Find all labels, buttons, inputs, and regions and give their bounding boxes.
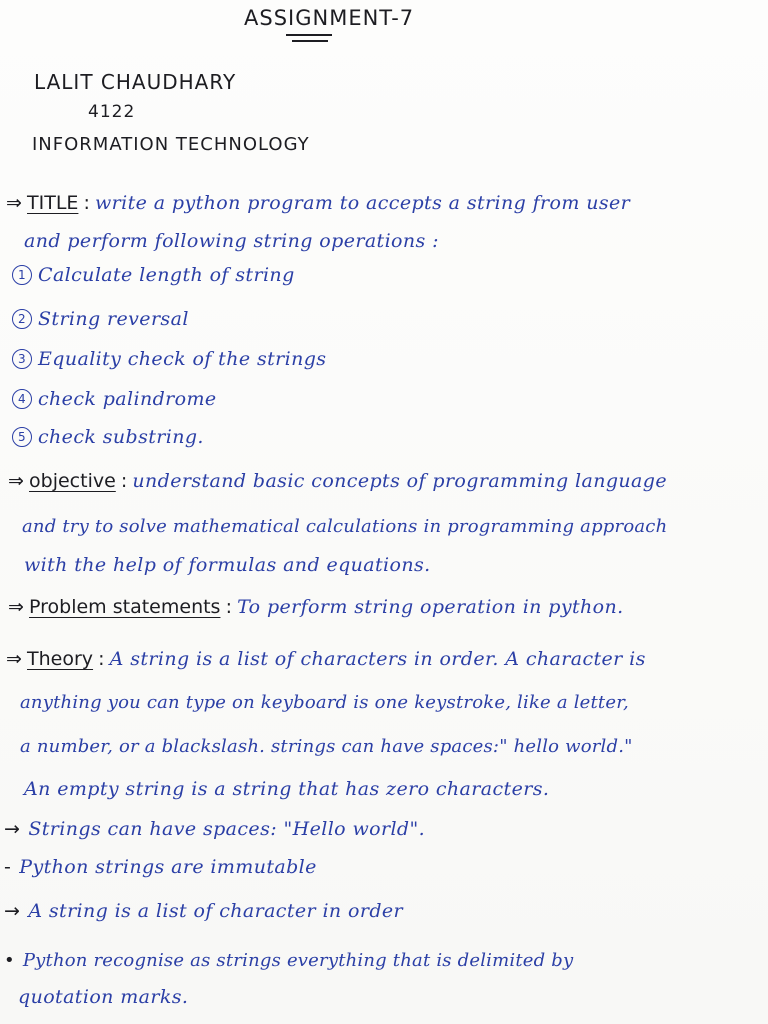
objective-line-1	[8, 470, 667, 492]
theory-text-2: anything you can type on keyboard is one keystroke, like a letter,	[20, 692, 629, 713]
objective-arrow: ⇒	[8, 470, 24, 492]
problem-separator: :	[225, 596, 232, 618]
list-item-4: 4 check palindrome	[12, 388, 217, 410]
objective-separator: :	[120, 470, 128, 492]
problem-line	[8, 596, 624, 618]
arrow-icon: →	[4, 900, 21, 922]
title-label: TITLE	[27, 192, 79, 214]
arrow-icon: →	[4, 818, 21, 840]
dash-icon: -	[4, 856, 12, 878]
bullet-4: • Python recognise as strings everything that is delimited by	[4, 950, 574, 971]
objective-label: objective	[29, 470, 116, 492]
theory-text-3: a number, or a blackslash. strings can have spaces:" hello world."	[20, 736, 633, 757]
theory-separator: :	[98, 648, 105, 670]
problem-arrow: ⇒	[8, 596, 24, 618]
department: INFORMATION TECHNOLOGY	[32, 134, 310, 155]
theory-arrow: ⇒	[6, 648, 22, 670]
problem-label: Problem statements	[29, 596, 221, 618]
bullet-4-continuation: quotation marks.	[18, 986, 189, 1008]
roll-number: 4122	[88, 102, 136, 122]
number-5-icon: 5	[12, 427, 32, 447]
problem-text: To perform string operation in python.	[237, 596, 624, 618]
theory-label: Theory	[27, 648, 94, 670]
title-text-2: and perform following string operations :	[24, 230, 439, 252]
list-item-1: 1 Calculate length of string	[12, 264, 295, 286]
list-item-2: 2 String reversal	[12, 308, 189, 330]
student-name: LALIT CHAUDHARY	[34, 70, 237, 94]
objective-text-3: with the help of formulas and equations.	[24, 554, 431, 576]
number-1-icon: 1	[12, 265, 32, 285]
objective-text-2: and try to solve mathematical calculations in programming approach	[22, 516, 668, 537]
assignment-title: ASSIGNMENT-7	[244, 6, 415, 30]
title-text-1: write a python program to accepts a string from user	[95, 192, 631, 214]
bullet-3: → A string is a list of character in order	[4, 900, 404, 922]
bullet-2: - Python strings are immutable	[4, 856, 317, 878]
number-4-icon: 4	[12, 389, 32, 409]
title-underline-2	[292, 40, 328, 42]
number-2-icon: 2	[12, 309, 32, 329]
objective-text-1: understand basic concepts of programming language	[132, 470, 667, 492]
title-underline-1	[286, 34, 332, 36]
theory-line-1	[6, 648, 646, 670]
title-line-1	[6, 192, 630, 214]
bullet-dot-icon: •	[4, 950, 15, 971]
title-arrow: ⇒	[6, 192, 22, 214]
list-item-3: 3 Equality check of the strings	[12, 348, 326, 370]
theory-text-4: An empty string is a string that has zero characters.	[24, 778, 550, 800]
bullet-1: → Strings can have spaces: "Hello world".	[4, 818, 426, 840]
list-item-5: 5 check substring.	[12, 426, 204, 448]
number-3-icon: 3	[12, 349, 32, 369]
title-separator: :	[83, 192, 90, 214]
theory-text-1: A string is a list of characters in order. A character is	[109, 648, 646, 670]
